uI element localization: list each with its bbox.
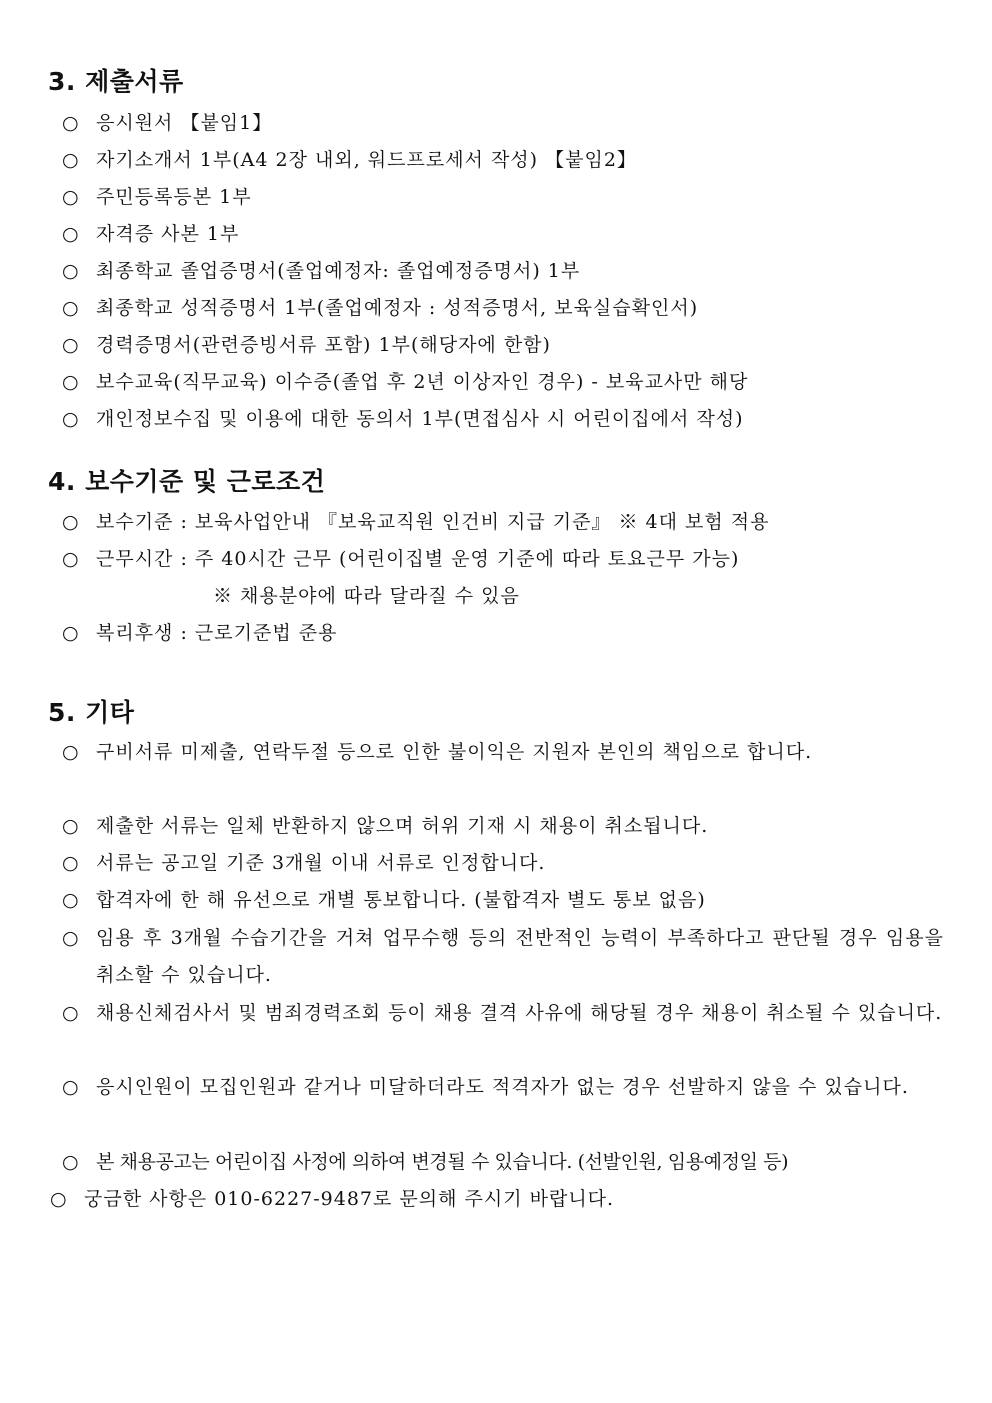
bullet-icon: ○ — [62, 371, 80, 393]
list-item: ○ 복리후생 : 근로기준법 준용 — [62, 615, 944, 652]
bullet-icon: ○ — [62, 260, 80, 282]
bullet-icon: ○ — [62, 1151, 79, 1173]
bullet-icon: ○ — [62, 408, 80, 430]
list-item: ○ 최종학교 성적증명서 1부(졸업예정자 : 성적증명서, 보육실습확인서) — [62, 290, 944, 327]
section-3-title: 3. 제출서류 — [48, 67, 184, 96]
bullet-icon: ○ — [62, 149, 80, 171]
list-item: ○ 구비서류 미제출, 연락두절 등으로 인한 불이익은 지원자 본인의 책임으로 합니다. — [62, 734, 944, 771]
bullet-icon: ○ — [62, 889, 80, 911]
bullet-icon: ○ — [62, 741, 80, 763]
bullet-icon: ○ — [62, 548, 80, 570]
list-item: ○ 채용신체검사서 및 범죄경력조회 등이 채용 결격 사유에 해당될 경우 채용이 취소될 수 있습니다. — [62, 995, 944, 1032]
section-4-title: 4. 보수기준 및 근로조건 — [48, 467, 326, 496]
bullet-icon: ○ — [62, 927, 80, 949]
list-item: ○ 자격증 사본 1부 — [62, 216, 944, 253]
list-item: ○ 보수기준 : 보육사업안내 『보육교직원 인건비 지급 기준』 ※ 4대 보험 적용 — [62, 504, 944, 541]
bullet-icon: ○ — [62, 1076, 80, 1098]
list-item: ○ 제출한 서류는 일체 반환하지 않으며 허위 기재 시 채용이 취소됩니다. — [62, 808, 944, 845]
list-item: ○ 임용 후 3개월 수습기간을 거쳐 업무수행 등의 전반적인 능력이 부족하다고 판단될 경우 임용을 취소할 수 있습니다. — [62, 920, 944, 994]
bullet-icon: ○ — [62, 223, 80, 245]
list-item: ○ 본 채용공고는 어린이집 사정에 의하여 변경될 수 있습니다. (선발인원, 임용예정일 등) — [62, 1144, 944, 1181]
list-item: ○ 응시인원이 모집인원과 같거나 미달하더라도 적격자가 없는 경우 선발하지 않을 수 있습니다. — [62, 1069, 944, 1106]
list-item: ○ 자기소개서 1부(A4 2장 내외, 워드프로세서 작성) 【붙임2】 — [62, 142, 944, 179]
bullet-icon: ○ — [62, 297, 80, 319]
bullet-icon: ○ — [62, 1002, 80, 1024]
list-item: ○ 보수교육(직무교육) 이수증(졸업 후 2년 이상자인 경우) - 보육교사만 해당 — [62, 364, 944, 401]
bullet-icon: ○ — [62, 112, 80, 134]
list-item: ○ 주민등록등본 1부 — [62, 179, 944, 216]
list-item-contact: ○ 궁금한 사항은 010-6227-9487로 문의해 주시기 바랍니다. — [50, 1181, 944, 1218]
list-item: ○ 응시원서 【붙임1】 — [62, 105, 944, 142]
bullet-icon: ○ — [62, 334, 80, 356]
list-item: ○ 개인정보수집 및 이용에 대한 동의서 1부(면접심사 시 어린이집에서 작성) — [62, 401, 944, 438]
bullet-icon: ○ — [62, 852, 80, 874]
bullet-icon: ○ — [62, 511, 80, 533]
list-item: ○ 경력증명서(관련증빙서류 포함) 1부(해당자에 한함) — [62, 327, 944, 364]
list-item: ○ 근무시간 : 주 40시간 근무 (어린이집별 운영 기준에 따라 토요근무 가능) — [62, 541, 944, 578]
bullet-icon: ○ — [62, 815, 80, 837]
bullet-icon: ○ — [62, 622, 80, 644]
section-5-title: 5. 기타 — [48, 698, 135, 727]
list-item: ○ 최종학교 졸업증명서(졸업예정자: 졸업예정증명서) 1부 — [62, 253, 944, 290]
list-item: ○ 합격자에 한 해 유선으로 개별 통보합니다. (불합격자 별도 통보 없음) — [62, 882, 944, 919]
bullet-icon: ○ — [50, 1188, 68, 1210]
bullet-icon: ○ — [62, 186, 80, 208]
list-item: ○ 서류는 공고일 기준 3개월 이내 서류로 인정합니다. — [62, 845, 944, 882]
note-text: ※ 채용분야에 따라 달라질 수 있음 — [213, 585, 520, 607]
